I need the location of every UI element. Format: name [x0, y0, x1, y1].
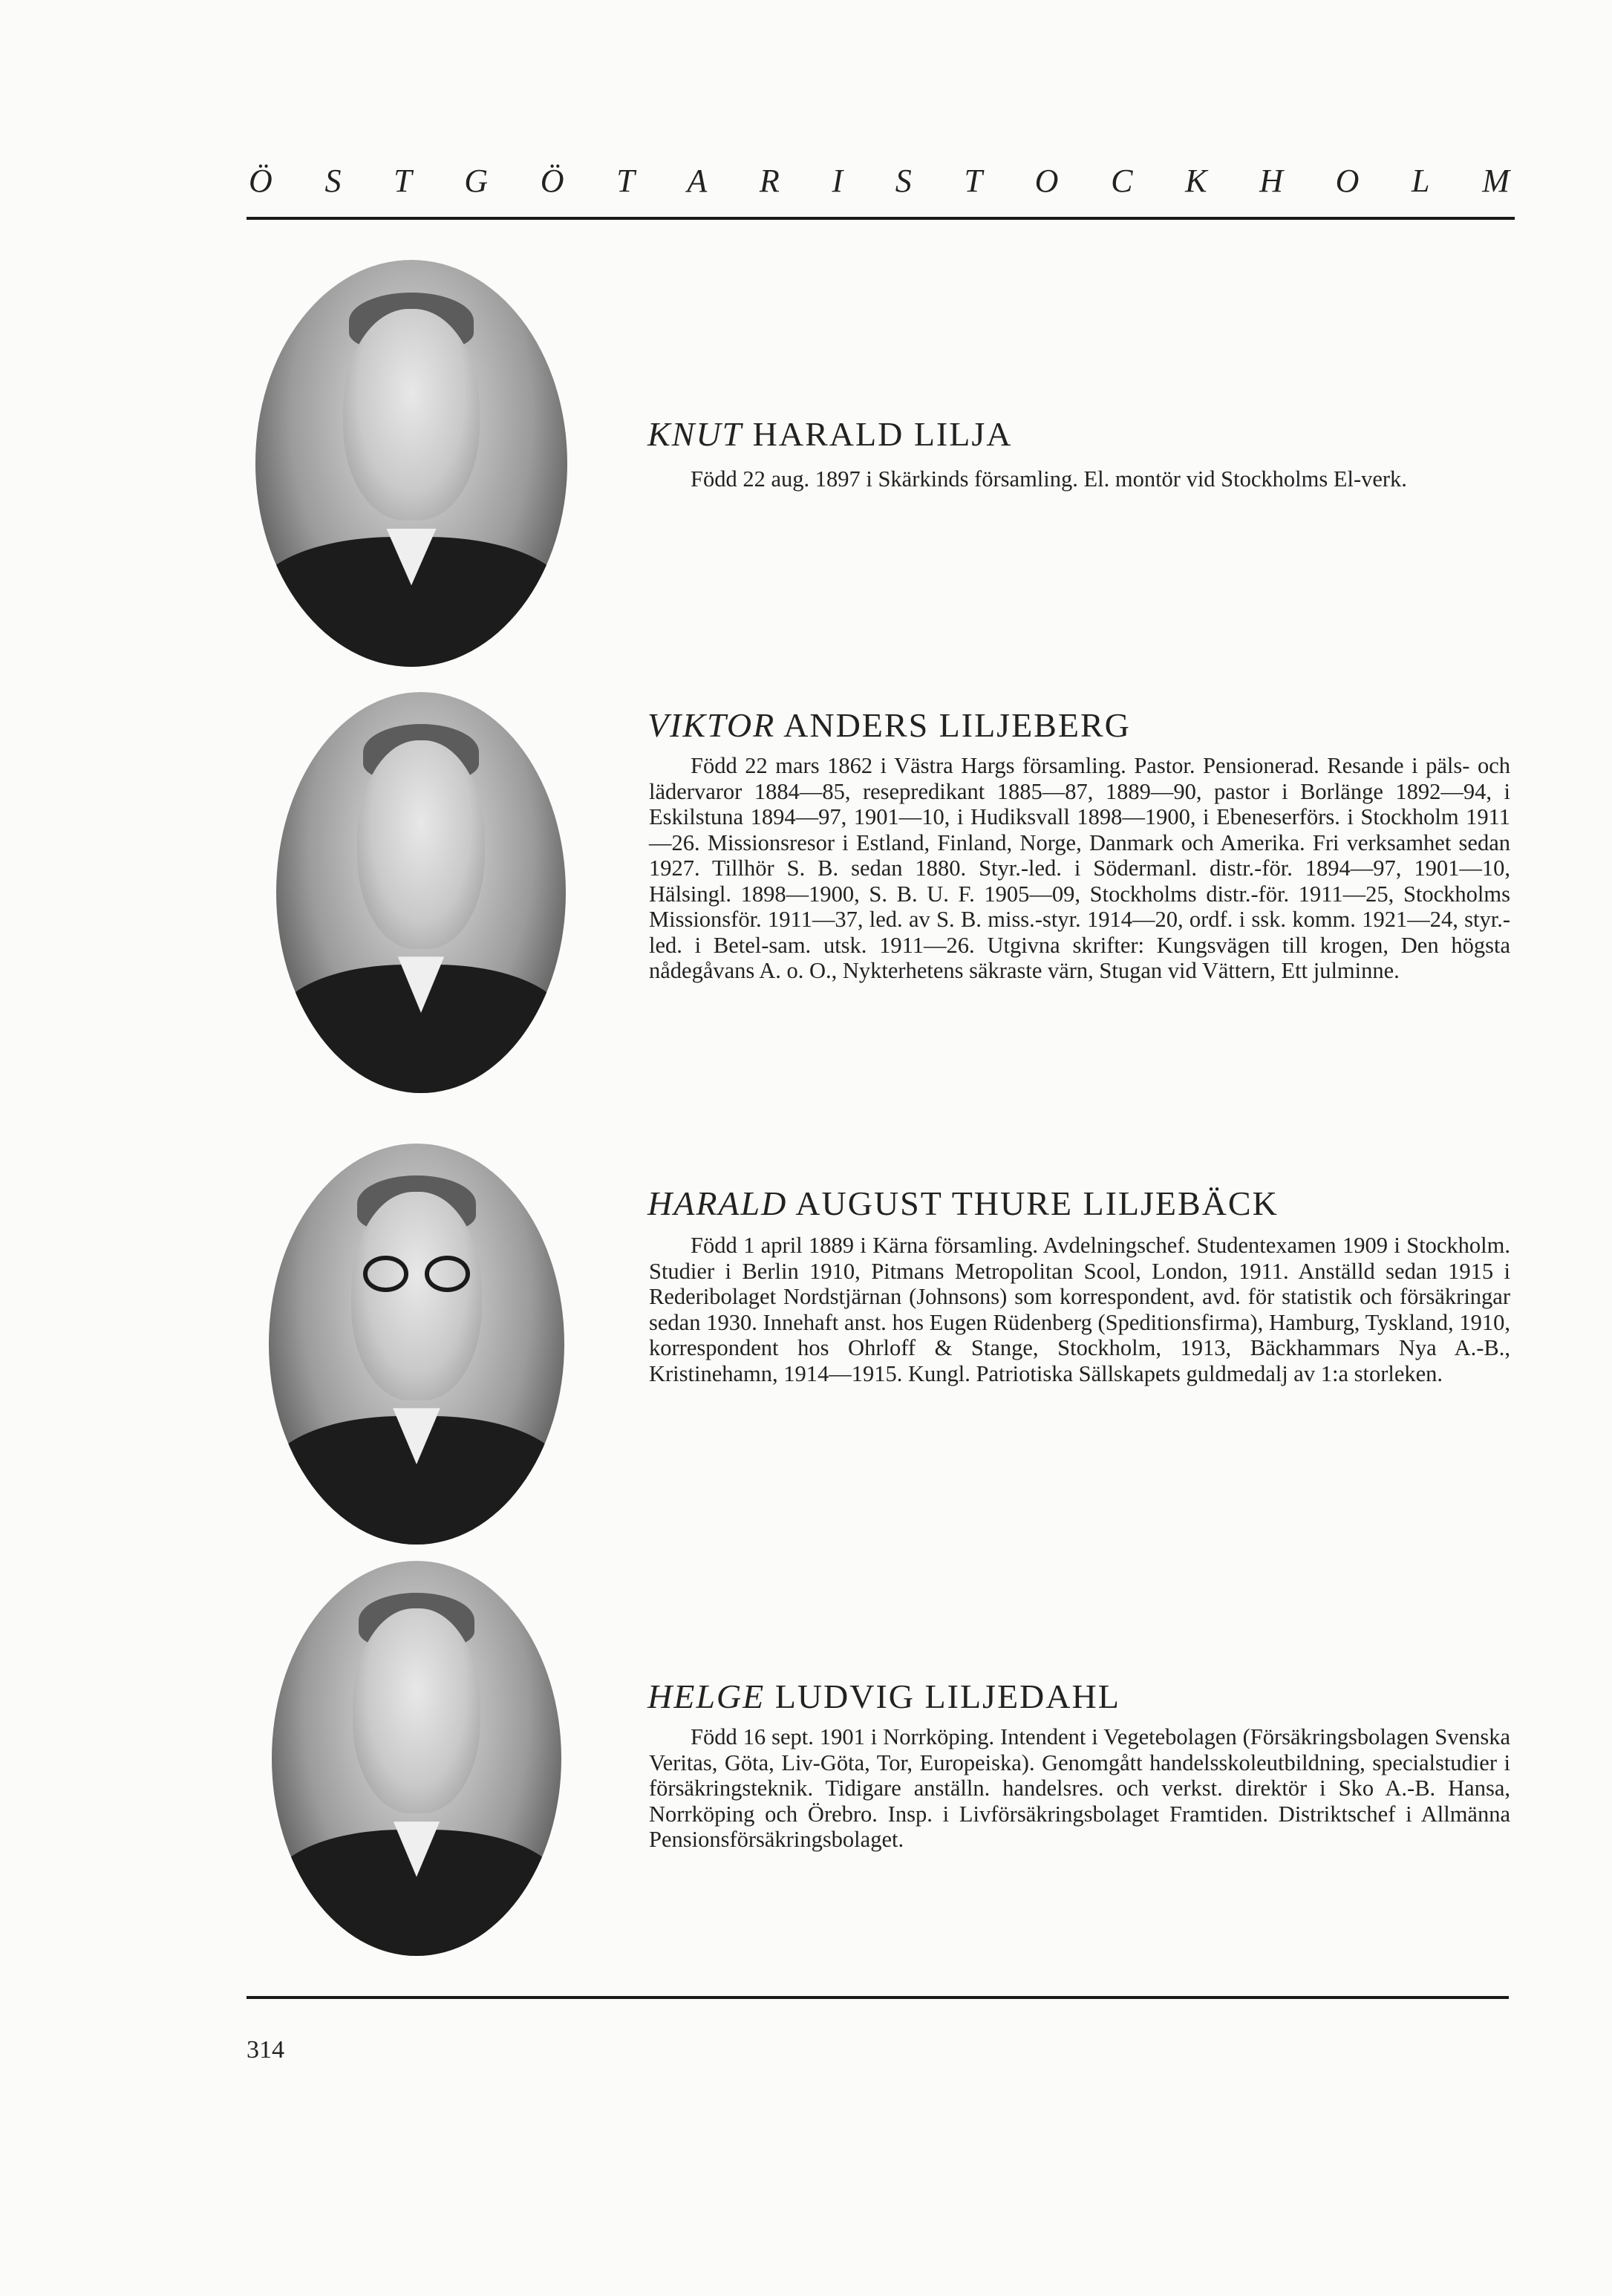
running-head-letter: G — [464, 163, 490, 199]
entry-surname: LUDVIG LILJEDAHL — [774, 1677, 1120, 1715]
running-head-letter: S — [895, 163, 913, 199]
portrait-face — [343, 309, 480, 521]
running-head-letter: Ö — [249, 163, 274, 199]
header-rule — [247, 217, 1515, 220]
portrait-photo — [269, 1144, 564, 1545]
portrait-photo — [272, 1561, 561, 1956]
running-head-letter: S — [324, 163, 343, 199]
entry-biography: Född 22 aug. 1897 i Skärkinds församling. El. montör vid Stockholms El-verk. — [691, 466, 1407, 492]
running-head-letter: T — [616, 163, 636, 199]
entry-surname: AUGUST THURE LILJEBÄCK — [795, 1184, 1279, 1222]
entry-given-name: HELGE — [647, 1677, 766, 1715]
running-head-letter: I — [832, 163, 845, 199]
running-head-letter: T — [964, 163, 984, 199]
entry-biography: Född 22 mars 1862 i Västra Hargs församling. Pastor. Pensionerad. Resande i päls- och lädervaror 1884—85, resepredikant 1885—87, 1889—90, pastor i Borlänge 1892—94, i Eskilstuna 1894—97, 1901—10, i Hudiksvall 1898—1900, i Ebeneserförs. i Stockholm 1911—26. Missionsresor i Estland, Finland, Norge, Danmark och Amerika. Fri verksamhet sedan 1927. Tillhör S. B. sedan 1880. Styr.-led. i Södermanl. distr.-för. 1894—97, 1901—10, Hälsingl. 1898—1900, S. B. U. F. 1905—09, Stockholms distr.-för. 1911—25, Stockholms Missionsför. 1911—37, led. av S. B. miss.-styr. 1914—20, ordf. i ssk. komm. 1921—24, styr.-led. i Betel-sam. utsk. 1911—26. Utgivna skrifter: Kungsvägen till krogen, Den högsta nådegåvans A. o. O., Nykterhetens säkraste värn, Stugan vid Vättern, Ett julminne. — [649, 753, 1510, 983]
entry-name — [647, 1677, 1120, 1716]
portrait-photo — [255, 260, 567, 667]
entry-surname: ANDERS LILJEBERG — [783, 706, 1131, 744]
entry-surname: HARALD LILJA — [752, 415, 1013, 453]
running-head-letter: M — [1482, 163, 1511, 199]
running-head-letter: L — [1412, 163, 1432, 199]
portrait-face — [351, 1192, 481, 1400]
running-head-letter: A — [687, 163, 709, 199]
running-head-letter: Ö — [540, 163, 566, 199]
running-head — [249, 162, 1511, 200]
running-head-letter: T — [394, 163, 414, 199]
eyeglasses — [363, 1256, 469, 1292]
entry-given-name: VIKTOR — [647, 706, 776, 744]
entry-name — [647, 414, 1012, 454]
entry-given-name: HARALD — [647, 1184, 788, 1222]
running-head-letter: H — [1259, 163, 1285, 199]
portrait-face — [353, 1608, 480, 1814]
footer-rule — [247, 1996, 1509, 1999]
portrait-photo — [276, 692, 566, 1093]
entry-given-name: KNUT — [647, 415, 743, 453]
running-head-letter: R — [759, 163, 781, 199]
entry-biography: Född 16 sept. 1901 i Norrköping. Intendent i Vegetebolagen (Försäkringsbolagen Svenska Veritas, Göta, Liv-Göta, Tor, Europeiska). Genomgått handelsskoleutbildning, specialstudier i försäkringsteknik. Tidigare anställn. handelsres. och verkst. direktör i Sko A.-B. Hansa, Norrköping och Örebro. Insp. i Livförsäkringsbolaget Framtiden. Distriktschef i Allmänna Pensionsförsäkringsbolaget. — [649, 1724, 1510, 1852]
entry-name — [647, 705, 1131, 745]
running-head-letter: K — [1185, 163, 1209, 199]
entry-biography: Född 1 april 1889 i Kärna församling. Avdelningschef. Studentexamen 1909 i Stockholm. Studier i Berlin 1910, Pitmans Metropolitan Scool, London, 1911. Anställd sedan 1915 i Rederibolaget Nordstjärnan (Johnsons) som korrespondent, avd. för statistik och försäkringar sedan 1930. Innehaft anst. hos Eugen Rüdenberg (Speditionsfirma), Hamburg, Tyskland, 1910, korrespondent hos Ohrloff & Stange, Stockholm, 1913, Bäckhammars Nya A.-B., Kristinehamn, 1914—1915. Kungl. Patriotiska Sällskapets guldmedalj av 1:a storleken. — [649, 1233, 1510, 1386]
entry-name — [647, 1184, 1279, 1223]
page-number: 314 — [247, 2036, 284, 2064]
running-head-letter: O — [1034, 163, 1060, 199]
running-head-letter: O — [1335, 163, 1361, 199]
running-head-letter: C — [1111, 163, 1135, 199]
portrait-face — [357, 740, 485, 949]
